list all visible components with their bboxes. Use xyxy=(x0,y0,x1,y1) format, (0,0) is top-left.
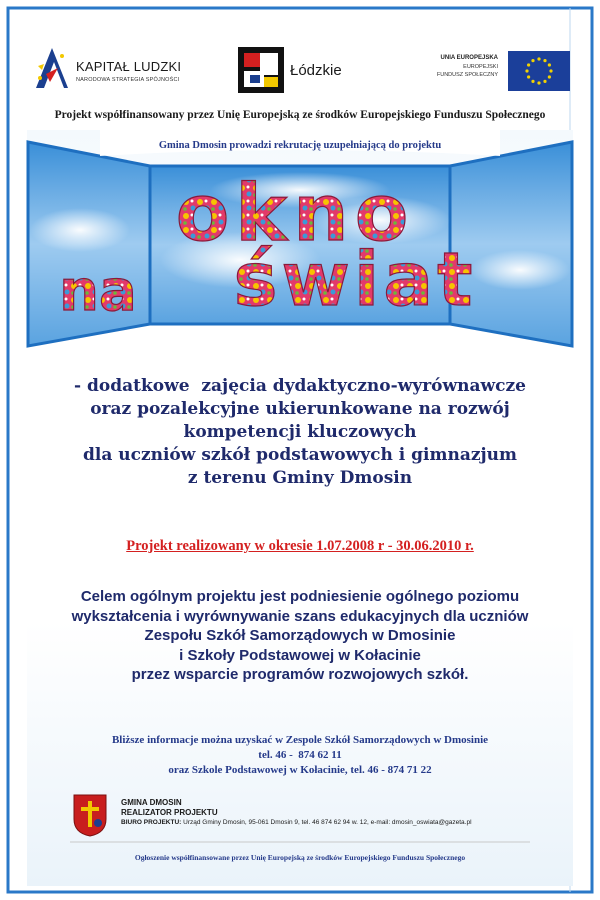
cofinance-header: Projekt współfinansowany przez Unię Europejską ze środków Europejskiego Funduszu Społecznego xyxy=(54,109,546,121)
eu-line3: FUNDUSZ SPOŁECZNY xyxy=(436,72,498,78)
eu-logo xyxy=(420,49,570,93)
lodzkie-emblem-icon xyxy=(238,47,284,93)
eu-star-icon xyxy=(543,59,546,62)
eu-star-icon xyxy=(537,57,540,60)
lodzkie-logo xyxy=(238,47,368,93)
project-goal xyxy=(40,587,560,685)
eu-star-icon xyxy=(548,75,551,78)
kapital-ludzki-subtitle: NARODOWA STRATEGIA SPÓJNOŚCI xyxy=(76,77,180,83)
footer-divider xyxy=(0,840,600,844)
kapital-ludzki-logo xyxy=(32,44,202,92)
kapital-ludzki-title: KAPITAŁ LUDZKI xyxy=(76,59,182,74)
eu-star-icon xyxy=(531,59,534,62)
eu-star-icon xyxy=(527,75,530,78)
title-na: na xyxy=(59,259,137,324)
project-description xyxy=(40,375,560,490)
description-line: z terenu Gminy Dmosin xyxy=(187,468,413,488)
footer-office xyxy=(121,819,472,826)
contact-info xyxy=(40,733,560,778)
eu-flag-icon xyxy=(508,51,570,91)
goal-line: wykształcenia i wyrównywanie szans edukacyjnych dla uczniów xyxy=(71,607,529,625)
lodzkie-text: Łódzkie xyxy=(290,62,342,79)
eu-star-icon xyxy=(537,81,540,84)
project-period: Projekt realizowany w okresie 1.07.2008 r - 30.06.2010 r. xyxy=(126,538,474,554)
title-swiat: świat xyxy=(233,237,477,323)
eu-star-icon xyxy=(527,63,530,66)
footer-office-details: Urząd Gminy Dmosin, 95-061 Dmosin 9, tel. 46 874 62 94 w. 12, e-mail: dmosin_oswiata@gazeta.pl xyxy=(181,819,472,826)
eu-line2: EUROPEJSKI xyxy=(463,64,498,70)
description-line: dla uczniów szkół podstawowych i gimnazjum xyxy=(82,445,518,465)
goal-line: Zespołu Szkół Samorządowych w Dmosinie xyxy=(144,627,456,644)
logos-row xyxy=(0,0,600,105)
eu-star-icon xyxy=(543,80,546,83)
footer-office-label: BIURO PROJEKTU: xyxy=(121,819,182,826)
goal-line: przez wsparcie programów rozwojowych szkół. xyxy=(131,666,469,683)
dmosin-coat-of-arms-icon xyxy=(70,793,110,837)
description-line: - dodatkowe zajęcia dydaktyczno-wyrównawcze xyxy=(74,376,526,396)
contact-line: Bliższe informacje można uzyskać w Zespole Szkół Samorządowych w Dmosinie xyxy=(111,734,489,746)
contact-line: oraz Szkole Podstawowej w Kołacinie, tel. 46 - 874 71 22 xyxy=(168,764,432,776)
contact-line: tel. 46 - 874 62 11 xyxy=(258,749,342,761)
eu-star-icon xyxy=(525,69,528,72)
eu-star-icon xyxy=(531,80,534,83)
footer-org-name: GMINA DMOSIN xyxy=(121,798,182,807)
description-line: oraz pozalekcyjne ukierunkowane na rozwój xyxy=(90,399,510,419)
eu-title: UNIA EUROPEJSKA xyxy=(440,55,498,61)
description-line: kompetencji kluczowych xyxy=(183,422,417,442)
recruitment-notice: Gmina Dmosin prowadzi rekrutację uzupełniającą do projektu xyxy=(158,140,442,151)
footer-org-role: REALIZATOR PROJEKTU xyxy=(121,808,218,817)
eu-star-icon xyxy=(548,63,551,66)
project-title-art xyxy=(0,170,600,340)
footer-organization xyxy=(70,793,550,838)
goal-line: i Szkoły Podstawowej w Kołacinie xyxy=(179,646,421,664)
eu-star-icon xyxy=(549,69,552,72)
title-okno: okno xyxy=(175,170,415,259)
kapital-ludzki-emblem-icon xyxy=(32,44,72,92)
goal-line: Celem ogólnym projektu jest podniesienie ogólnego poziomu xyxy=(80,588,520,605)
cofinance-footer: Ogłoszenie współfinansowane przez Unię Europejską ze środków Europejskiego Funduszu Społecznego xyxy=(134,853,466,862)
